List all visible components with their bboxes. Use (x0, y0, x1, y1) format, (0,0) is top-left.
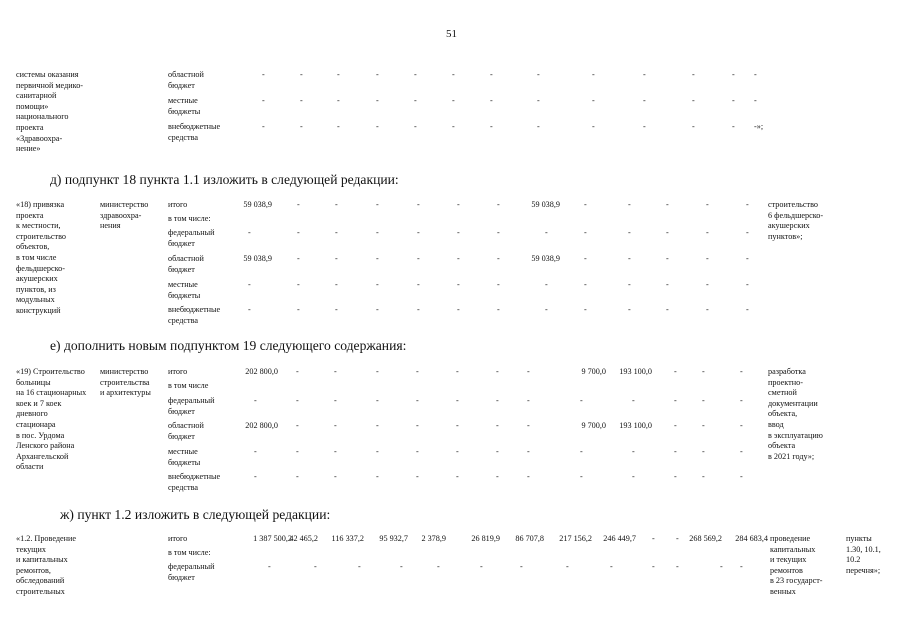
table-cell: - (376, 396, 379, 405)
table-cell: 86 707,8 (515, 534, 544, 543)
table-cell: - (376, 305, 379, 314)
table-cell: - (545, 305, 548, 314)
table-cell: - (414, 70, 417, 79)
table-cell: - (676, 534, 679, 543)
table-cell: - (580, 396, 583, 405)
row-total: - (254, 472, 257, 481)
table-cell: - (376, 200, 379, 209)
table-cell: - (732, 70, 735, 79)
table-cell: - (456, 396, 459, 405)
table-cell: - (452, 122, 455, 131)
table-cell: - (545, 280, 548, 289)
table-cell: - (416, 472, 419, 481)
table-cell: - (632, 447, 635, 456)
table-cell: - (337, 122, 340, 131)
table-cell: - (666, 200, 669, 209)
table-cell: - (376, 421, 379, 430)
table-cell: - (296, 421, 299, 430)
table-cell: - (527, 421, 530, 430)
table-cell: - (296, 367, 299, 376)
table-cell: - (628, 254, 631, 263)
table-cell: - (740, 396, 743, 405)
row-source-label: внебюджетные средства (168, 122, 221, 142)
table-cell: - (566, 562, 569, 571)
table-cell: - (297, 305, 300, 314)
table-cell: - (746, 280, 749, 289)
table-cell: - (545, 228, 548, 237)
table-cell: - (376, 447, 379, 456)
table-cell: 2 378,9 (421, 534, 446, 543)
table-cell: - (584, 254, 587, 263)
table-cell: - (334, 396, 337, 405)
row-source-label: итого (168, 367, 188, 376)
table-cell: - (628, 228, 631, 237)
table-cell: - (296, 396, 299, 405)
table-cell: - (706, 254, 709, 263)
table-cell: - (740, 472, 743, 481)
table-cell: 217 156,2 (559, 534, 592, 543)
row-total: - (254, 396, 257, 405)
table-cell: - (416, 447, 419, 456)
row-source-label: итого (168, 534, 188, 543)
table-cell: - (416, 396, 419, 405)
table-cell: - (437, 562, 440, 571)
table-cell: - (628, 200, 631, 209)
table-cell: - (456, 367, 459, 376)
row-total: - (268, 562, 271, 571)
block-e-executor: министерство строительства и архитектуры (100, 367, 151, 398)
table-cell: - (416, 367, 419, 376)
table-cell: - (376, 254, 379, 263)
table-cell: - (417, 305, 420, 314)
block-zh-links: пункты 1.30, 10.1, 10.2 перечня»; (846, 534, 881, 575)
table-cell: - (537, 70, 540, 79)
table-cell: 59 038,9 (531, 254, 560, 263)
table-cell: - (376, 472, 379, 481)
table-cell: - (496, 447, 499, 456)
table-cell: - (702, 421, 705, 430)
table-cell: - (632, 396, 635, 405)
table-cell: - (527, 447, 530, 456)
table-cell: - (490, 70, 493, 79)
table-cell: - (414, 96, 417, 105)
table-cell: - (527, 396, 530, 405)
table-cell: - (706, 228, 709, 237)
row-source-label: в том числе: (168, 548, 211, 557)
table-cell: - (490, 96, 493, 105)
table-cell: - (334, 472, 337, 481)
table-cell: - (702, 367, 705, 376)
table-cell: 116 337,2 (331, 534, 364, 543)
table-cell: - (335, 200, 338, 209)
table-cell: - (314, 562, 317, 571)
table-cell: - (706, 305, 709, 314)
table-cell: 59 038,9 (531, 200, 560, 209)
table-cell: - (692, 70, 695, 79)
table-cell: - (702, 396, 705, 405)
table-cell: - (497, 305, 500, 314)
block-d-result: строительство 6 фельдшерско- акушерских пунктов»; (768, 200, 824, 241)
page-number: 51 (446, 28, 457, 40)
table-cell: - (457, 200, 460, 209)
block-e-result: разработка проектно- сметной документации объекта, ввод в эксплуатацию объекта в 2021 году»; (768, 367, 823, 461)
block-zh-name: «1.2. Проведение текущих и капитальных ремонтов, обследований строительных (16, 534, 77, 596)
table-cell: - (676, 562, 679, 571)
table-cell: -»; (754, 122, 764, 131)
table-cell: - (706, 200, 709, 209)
table-cell: - (628, 280, 631, 289)
table-cell: - (480, 562, 483, 571)
table-cell: - (417, 280, 420, 289)
table-cell: - (754, 96, 757, 105)
table-cell: - (692, 96, 695, 105)
table-cell: - (457, 280, 460, 289)
table-cell: - (296, 472, 299, 481)
row-total: - (254, 447, 257, 456)
table-cell: - (452, 96, 455, 105)
table-cell: - (666, 254, 669, 263)
table-cell: - (674, 447, 677, 456)
table-cell: - (652, 562, 655, 571)
table-cell: - (732, 96, 735, 105)
table-cell: - (296, 447, 299, 456)
table-cell: - (584, 200, 587, 209)
block-d-name: «18) привязка проекта к местности, строительство объектов, в том числе фельдшерско- акушерских пунктов, из модульных конструкций (16, 200, 67, 315)
table-cell: - (496, 472, 499, 481)
block-e-name: «19) Строительство больницы на 16 стационарных коек и 7 коек дневного стационара в пос. Урдома Ленского района Архангельской области (16, 367, 87, 472)
row-total: - (248, 305, 251, 314)
table-cell: - (376, 228, 379, 237)
table-cell: - (457, 305, 460, 314)
table-cell: - (497, 280, 500, 289)
table-cell: 246 449,7 (603, 534, 636, 543)
table-cell: - (334, 421, 337, 430)
table-cell: - (300, 96, 303, 105)
table-cell: - (456, 472, 459, 481)
table-cell: - (376, 96, 379, 105)
row-source-label: в том числе: (168, 214, 211, 223)
table-cell: - (674, 367, 677, 376)
table-cell: - (496, 396, 499, 405)
block-a-name: системы оказания первичной медико- санитарной помощи» национального проекта «Здравоохра- нение» (16, 70, 84, 154)
table-cell: - (527, 367, 530, 376)
table-cell: - (592, 96, 595, 105)
row-total: - (248, 280, 251, 289)
table-cell: - (666, 305, 669, 314)
row-total: 59 038,9 (243, 200, 272, 209)
table-cell: - (720, 562, 723, 571)
table-cell: - (456, 421, 459, 430)
table-cell: - (537, 96, 540, 105)
table-cell: - (335, 228, 338, 237)
table-cell: - (335, 280, 338, 289)
table-cell: - (297, 254, 300, 263)
table-cell: - (334, 447, 337, 456)
table-cell: - (497, 200, 500, 209)
table-cell: - (414, 122, 417, 131)
table-cell: - (652, 534, 655, 543)
table-cell: - (746, 305, 749, 314)
table-cell: 42 465,2 (289, 534, 318, 543)
table-cell: - (592, 70, 595, 79)
table-cell: - (376, 367, 379, 376)
table-cell: - (335, 254, 338, 263)
row-total: 1 387 500,2 (253, 534, 292, 543)
table-cell: - (262, 96, 265, 105)
row-source-label: внебюджетные средства (168, 305, 221, 325)
row-total: - (248, 228, 251, 237)
table-cell: - (643, 70, 646, 79)
block-d-executor: министерство здравоохра- нения (100, 200, 149, 231)
table-cell: - (457, 254, 460, 263)
table-cell: - (417, 200, 420, 209)
table-cell: - (457, 228, 460, 237)
table-cell: - (610, 562, 613, 571)
table-cell: - (702, 447, 705, 456)
table-cell: - (490, 122, 493, 131)
table-cell: - (628, 305, 631, 314)
table-cell: 26 819,9 (471, 534, 500, 543)
table-cell: - (584, 305, 587, 314)
table-cell: - (300, 70, 303, 79)
table-cell: - (592, 122, 595, 131)
table-cell: - (297, 228, 300, 237)
table-cell: - (740, 421, 743, 430)
row-source-label: внебюджетные средства (168, 472, 221, 492)
table-cell: - (452, 70, 455, 79)
heading-e: е) дополнить новым подпунктом 19 следующего содержания: (50, 338, 407, 353)
row-source-label: областной бюджет (168, 421, 204, 441)
table-cell: - (417, 254, 420, 263)
row-source-label: федеральный бюджет (168, 562, 215, 582)
row-source-label: областной бюджет (168, 254, 204, 274)
table-cell: - (376, 122, 379, 131)
table-cell: - (376, 70, 379, 79)
table-cell: - (300, 122, 303, 131)
table-cell: - (580, 447, 583, 456)
table-cell: - (335, 305, 338, 314)
table-cell: - (262, 70, 265, 79)
row-total: 202 800,0 (245, 421, 278, 430)
table-cell: - (666, 280, 669, 289)
row-total: 202 800,0 (245, 367, 278, 376)
heading-zh: ж) пункт 1.2 изложить в следующей редакции: (60, 507, 331, 522)
table-cell: - (496, 367, 499, 376)
table-cell: - (746, 254, 749, 263)
table-cell: 95 932,7 (379, 534, 408, 543)
table-cell: - (376, 280, 379, 289)
row-source-label: местные бюджеты (168, 447, 201, 467)
table-cell: - (497, 254, 500, 263)
table-cell: - (417, 228, 420, 237)
table-cell: - (674, 396, 677, 405)
heading-d: д) подпункт 18 пункта 1.1 изложить в следующей редакции: (50, 172, 399, 187)
table-cell: - (262, 122, 265, 131)
table-cell: - (732, 122, 735, 131)
table-cell: - (746, 228, 749, 237)
table-cell: - (746, 200, 749, 209)
row-source-label: итого (168, 200, 188, 209)
row-source-label: областной бюджет (168, 70, 204, 90)
table-cell: - (416, 421, 419, 430)
table-cell: 268 569,2 (689, 534, 722, 543)
table-cell: - (632, 472, 635, 481)
table-cell: - (527, 472, 530, 481)
table-cell: 284 683,4 (735, 534, 768, 543)
row-source-label: федеральный бюджет (168, 228, 215, 248)
table-cell: 9 700,0 (581, 421, 606, 430)
table-cell: - (740, 367, 743, 376)
table-cell: - (740, 562, 743, 571)
table-cell: - (740, 447, 743, 456)
table-cell: - (337, 96, 340, 105)
row-source-label: местные бюджеты (168, 280, 201, 300)
table-cell: - (584, 228, 587, 237)
table-cell: - (674, 472, 677, 481)
table-cell: 9 700,0 (581, 367, 606, 376)
table-cell: - (584, 280, 587, 289)
table-cell: - (297, 280, 300, 289)
table-cell: - (706, 280, 709, 289)
table-cell: 193 100,0 (619, 367, 652, 376)
table-cell: - (297, 200, 300, 209)
row-source-label: местные бюджеты (168, 96, 201, 116)
table-cell: - (674, 421, 677, 430)
table-cell: - (456, 447, 459, 456)
row-source-label: федеральный бюджет (168, 396, 215, 416)
table-cell: - (580, 472, 583, 481)
table-cell: - (520, 562, 523, 571)
row-source-label: в том числе (168, 381, 209, 390)
table-cell: - (400, 562, 403, 571)
table-cell: - (692, 122, 695, 131)
table-cell: - (334, 367, 337, 376)
table-cell: - (537, 122, 540, 131)
table-cell: - (702, 472, 705, 481)
table-cell: - (666, 228, 669, 237)
table-cell: - (358, 562, 361, 571)
row-total: 59 038,9 (243, 254, 272, 263)
block-zh-result: проведение капитальных и текущих ремонтов в 23 государст- венных (770, 534, 823, 596)
table-cell: - (497, 228, 500, 237)
table-cell: - (496, 421, 499, 430)
table-cell: 193 100,0 (619, 421, 652, 430)
table-cell: - (754, 70, 757, 79)
table-cell: - (643, 96, 646, 105)
table-cell: - (337, 70, 340, 79)
table-cell: - (643, 122, 646, 131)
